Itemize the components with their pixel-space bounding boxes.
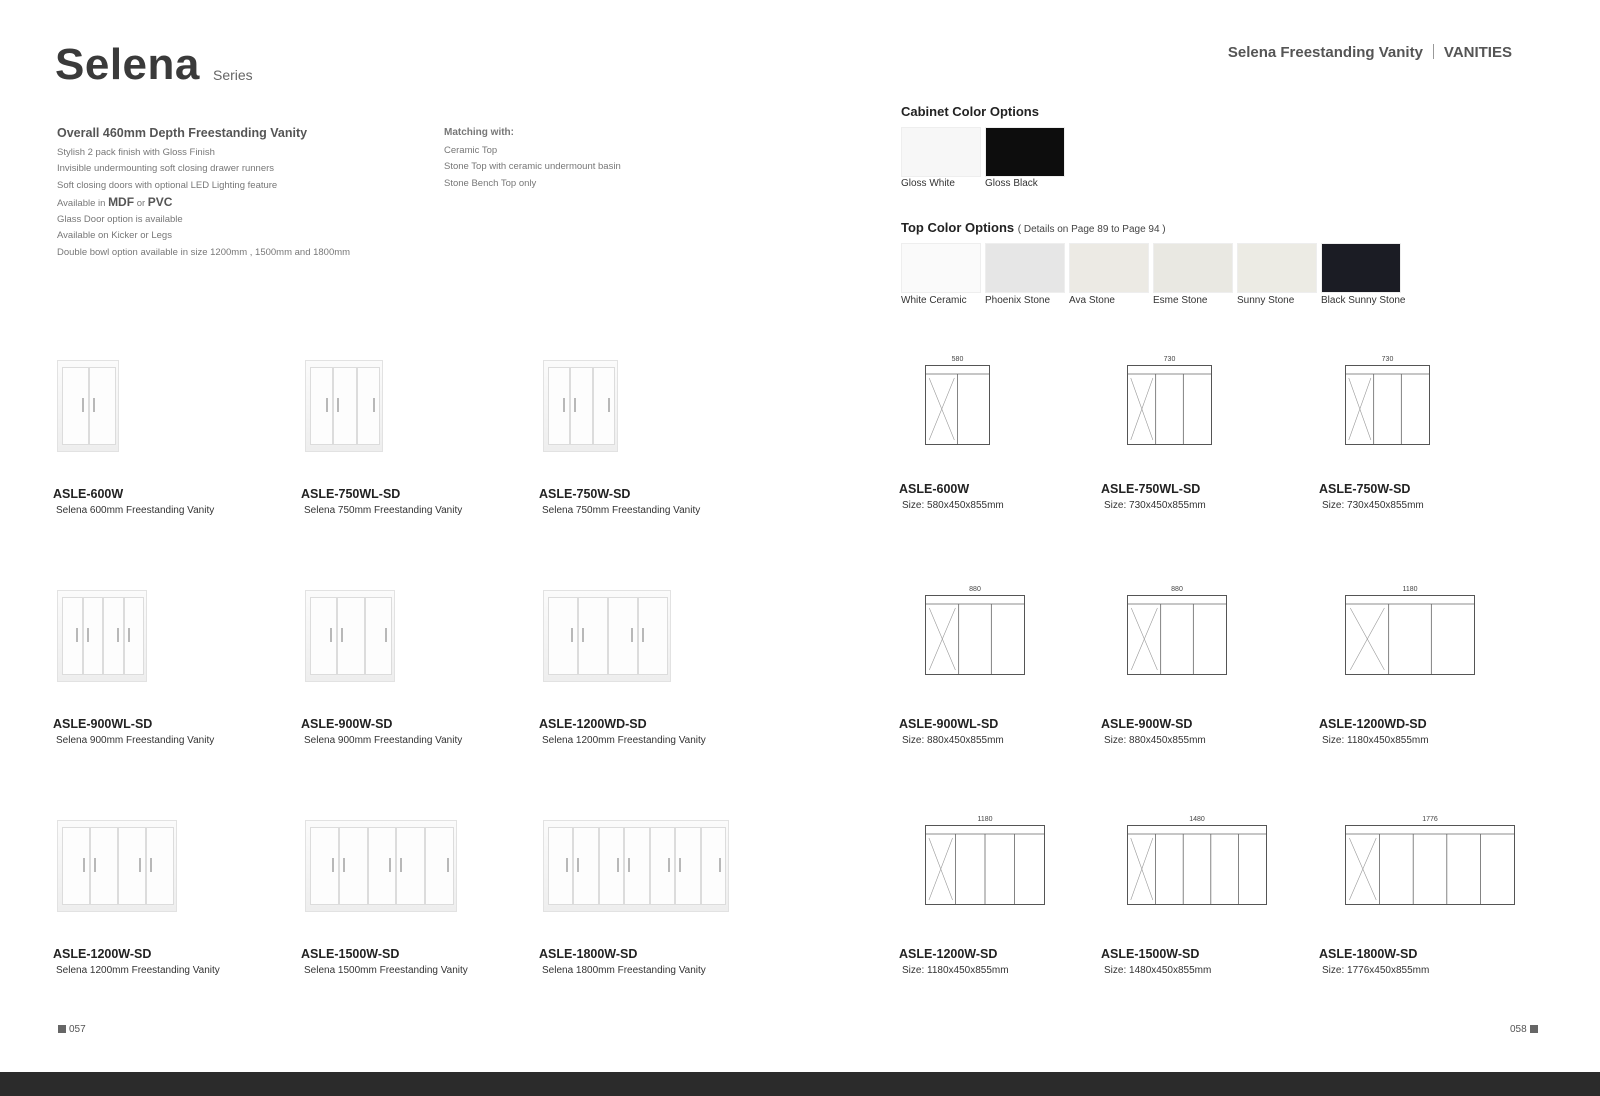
technical-drawing [1127,595,1227,675]
cabinet-door [624,827,649,905]
top-color-label: Ava Stone [1069,295,1115,306]
drawing-size: Size: 1180x450x855mm [902,965,1009,976]
cabinet-door [124,597,145,675]
features-title: Overall 460mm Depth Freestanding Vanity [57,126,308,140]
technical-drawing [925,365,990,445]
drawing-width-label: 580 [951,356,964,363]
cabinet-door [593,367,615,445]
door-handle [76,628,78,642]
cabinet-door [103,597,124,675]
door-handle [628,858,630,872]
door-handle [574,398,576,412]
door-handle [337,398,339,412]
top-color-label: Esme Stone [1153,295,1208,306]
technical-drawing [1127,365,1212,445]
top-color-swatch [1069,243,1149,293]
product-photo [543,360,618,452]
door-handle [577,858,579,872]
technical-drawing [1345,825,1515,905]
product-description: Selena 1500mm Freestanding Vanity [304,965,468,976]
cabinet-door [310,597,337,675]
door-handle [373,398,375,412]
cabinet-door [118,827,146,905]
drawing-code: ASLE-1800W-SD [1319,947,1418,961]
cabinet-door [339,827,368,905]
cabinet-door [573,827,598,905]
cabinet-color-label: Gloss Black [985,178,1038,189]
drawing-size: Size: 580x450x855mm [902,500,1004,511]
cabinet-door [357,367,380,445]
cabinet-door [675,827,700,905]
cabinet-door [599,827,624,905]
cabinet-door [578,597,608,675]
top-color-note: ( Details on Page 89 to Page 94 ) [1017,224,1166,235]
drawing-lines [926,596,1024,674]
drawing-width-label: 1180 [977,816,993,823]
door-handle [668,858,670,872]
product-code: ASLE-900WL-SD [53,717,153,731]
cabinet-door [89,367,116,445]
cabinet-door [425,827,454,905]
drawing-code: ASLE-1200WD-SD [1319,717,1427,731]
top-color-swatch [1321,243,1401,293]
cabinet-door [337,597,364,675]
product-code: ASLE-1200WD-SD [539,717,647,731]
door-handle [563,398,565,412]
drawing-lines [1128,596,1226,674]
drawing-width-label: 730 [1163,356,1176,363]
drawing-width-label: 1480 [1189,816,1205,823]
door-handle [332,858,334,872]
drawing-code: ASLE-750W-SD [1319,482,1411,496]
door-handle [719,858,721,872]
drawing-width-label: 730 [1381,356,1394,363]
page-heading [1228,44,1512,61]
matching-title: Matching with: [444,127,514,138]
page-number-left: 057 [55,1024,86,1035]
product-code: ASLE-750WL-SD [301,487,401,501]
product-description: Selena 1200mm Freestanding Vanity [542,735,706,746]
drawing-size: Size: 1180x450x855mm [1322,735,1429,746]
top-color-swatch [985,243,1065,293]
drawing-code: ASLE-900W-SD [1101,717,1193,731]
cabinet-door [83,597,104,675]
product-code: ASLE-1200W-SD [53,947,152,961]
door-handle [150,858,152,872]
product-photo [305,360,383,452]
product-code: ASLE-600W [53,487,124,501]
technical-drawing [925,825,1045,905]
door-handle [582,628,584,642]
door-handle [343,858,345,872]
door-handle [679,858,681,872]
door-handle [341,628,343,642]
drawing-size: Size: 730x450x855mm [1322,500,1424,511]
door-handle [94,858,96,872]
door-handle [117,628,119,642]
drawing-size: Size: 730x450x855mm [1104,500,1206,511]
matching-item: Ceramic Top [444,145,498,156]
product-description: Selena 900mm Freestanding Vanity [304,735,463,746]
drawing-size: Size: 880x450x855mm [1104,735,1206,746]
drawing-width-label: 1776 [1422,816,1438,823]
footer-bar [0,1072,1600,1096]
product-photo [57,360,119,452]
series-title: Selena [55,40,200,89]
door-handle [617,858,619,872]
door-handle [87,628,89,642]
drawing-code: ASLE-900WL-SD [899,717,999,731]
cabinet-door [365,597,392,675]
product-description: Selena 750mm Freestanding Vanity [542,505,701,516]
product-code: ASLE-750W-SD [539,487,631,501]
feature-item: Available on Kicker or Legs [57,230,172,242]
door-handle [83,858,85,872]
door-handle [389,858,391,872]
top-color-swatch [901,243,981,293]
cabinet-color-title: Cabinet Color Options [901,104,1039,119]
drawing-lines [926,826,1044,904]
category-label: VANITIES [1443,44,1512,61]
cabinet-door [608,597,638,675]
cabinet-color-label: Gloss White [901,178,955,189]
product-code: ASLE-1800W-SD [539,947,638,961]
cabinet-color-swatch [901,127,981,177]
cabinet-door [62,597,83,675]
feature-item: Double bowl option available in size 1200mm , 1500mm and 1800mm [57,246,351,258]
feature-item: Stylish 2 pack finish with Gloss Finish [57,147,215,158]
product-description: Selena 1800mm Freestanding Vanity [542,965,706,976]
door-handle [447,858,449,872]
feature-item-materials: Available in MDF or PVC [57,194,173,209]
cabinet-door [701,827,726,905]
door-handle [566,858,568,872]
door-handle [642,628,644,642]
product-photo [305,820,457,912]
page-marker-icon [58,1025,66,1033]
drawing-code: ASLE-1500W-SD [1101,947,1200,961]
cabinet-door [650,827,675,905]
product-description: Selena 900mm Freestanding Vanity [56,735,215,746]
product-photo [305,590,395,682]
cabinet-door [548,597,578,675]
product-code: ASLE-1500W-SD [301,947,400,961]
drawing-lines [1346,596,1474,674]
top-color-title: Top Color Options ( Details on Page 89 to Page 94 ) [901,220,1166,235]
technical-drawing [925,595,1025,675]
drawing-code: ASLE-600W [899,482,970,496]
matching-list [444,143,621,192]
drawing-size: Size: 1776x450x855mm [1322,965,1430,976]
cabinet-door [638,597,668,675]
cabinet-door [333,367,356,445]
technical-drawing [1345,365,1430,445]
top-color-label: White Ceramic [901,295,967,306]
drawing-width-label: 1180 [1402,586,1418,593]
drawing-lines [1346,826,1514,904]
cabinet-color-swatch [985,127,1065,177]
door-handle [385,628,387,642]
door-handle [326,398,328,412]
top-color-label: Black Sunny Stone [1321,295,1406,306]
top-color-label: Phoenix Stone [985,295,1051,306]
cabinet-door [62,367,89,445]
door-handle [139,858,141,872]
cabinet-door [310,827,339,905]
feature-item: Invisible undermounting soft closing drawer runners [57,163,275,175]
product-photo [543,820,729,912]
door-handle [400,858,402,872]
door-handle [82,398,84,412]
product-photo [57,590,147,682]
door-handle [93,398,95,412]
drawing-lines [1346,366,1429,444]
door-handle [608,398,610,412]
section-title: Selena Freestanding Vanity [1227,44,1423,61]
drawing-size: Size: 1480x450x855mm [1104,965,1212,976]
series-label: Series [213,67,253,83]
cabinet-door [90,827,118,905]
product-description: Selena 600mm Freestanding Vanity [56,505,215,516]
cabinet-door [548,367,570,445]
drawing-width-label: 880 [1171,586,1183,593]
feature-item: Glass Door option is available [57,214,183,226]
product-photo [543,590,671,682]
drawing-size: Size: 880x450x855mm [902,735,1004,746]
drawing-lines [1128,826,1266,904]
divider [1433,44,1434,59]
matching-item: Stone Top with ceramic undermount basin [444,161,621,173]
top-color-swatch [1237,243,1317,293]
features-list [57,145,350,261]
cabinet-door [62,827,90,905]
cabinet-door [396,827,425,905]
drawing-lines [1128,366,1211,444]
drawing-width-label: 880 [969,586,981,593]
product-code: ASLE-900W-SD [301,717,393,731]
door-handle [571,628,573,642]
page-marker-icon [1530,1025,1538,1033]
cabinet-door [570,367,592,445]
page-number-right: 058 [1510,1024,1541,1035]
door-handle [330,628,332,642]
cabinet-door [310,367,333,445]
product-photo [57,820,177,912]
matching-item: Stone Bench Top only [444,177,537,189]
drawing-code: ASLE-1200W-SD [899,947,998,961]
door-handle [128,628,130,642]
top-color-label: Sunny Stone [1237,295,1295,306]
cabinet-door [368,827,397,905]
drawing-lines [926,366,989,444]
product-description: Selena 1200mm Freestanding Vanity [56,965,220,976]
cabinet-door [146,827,174,905]
door-handle [631,628,633,642]
technical-drawing [1345,595,1475,675]
product-description: Selena 750mm Freestanding Vanity [304,505,463,516]
feature-item: Soft closing doors with optional LED Lighting feature [57,179,278,191]
top-color-swatch [1153,243,1233,293]
technical-drawing [1127,825,1267,905]
drawing-code: ASLE-750WL-SD [1101,482,1201,496]
cabinet-door [548,827,573,905]
